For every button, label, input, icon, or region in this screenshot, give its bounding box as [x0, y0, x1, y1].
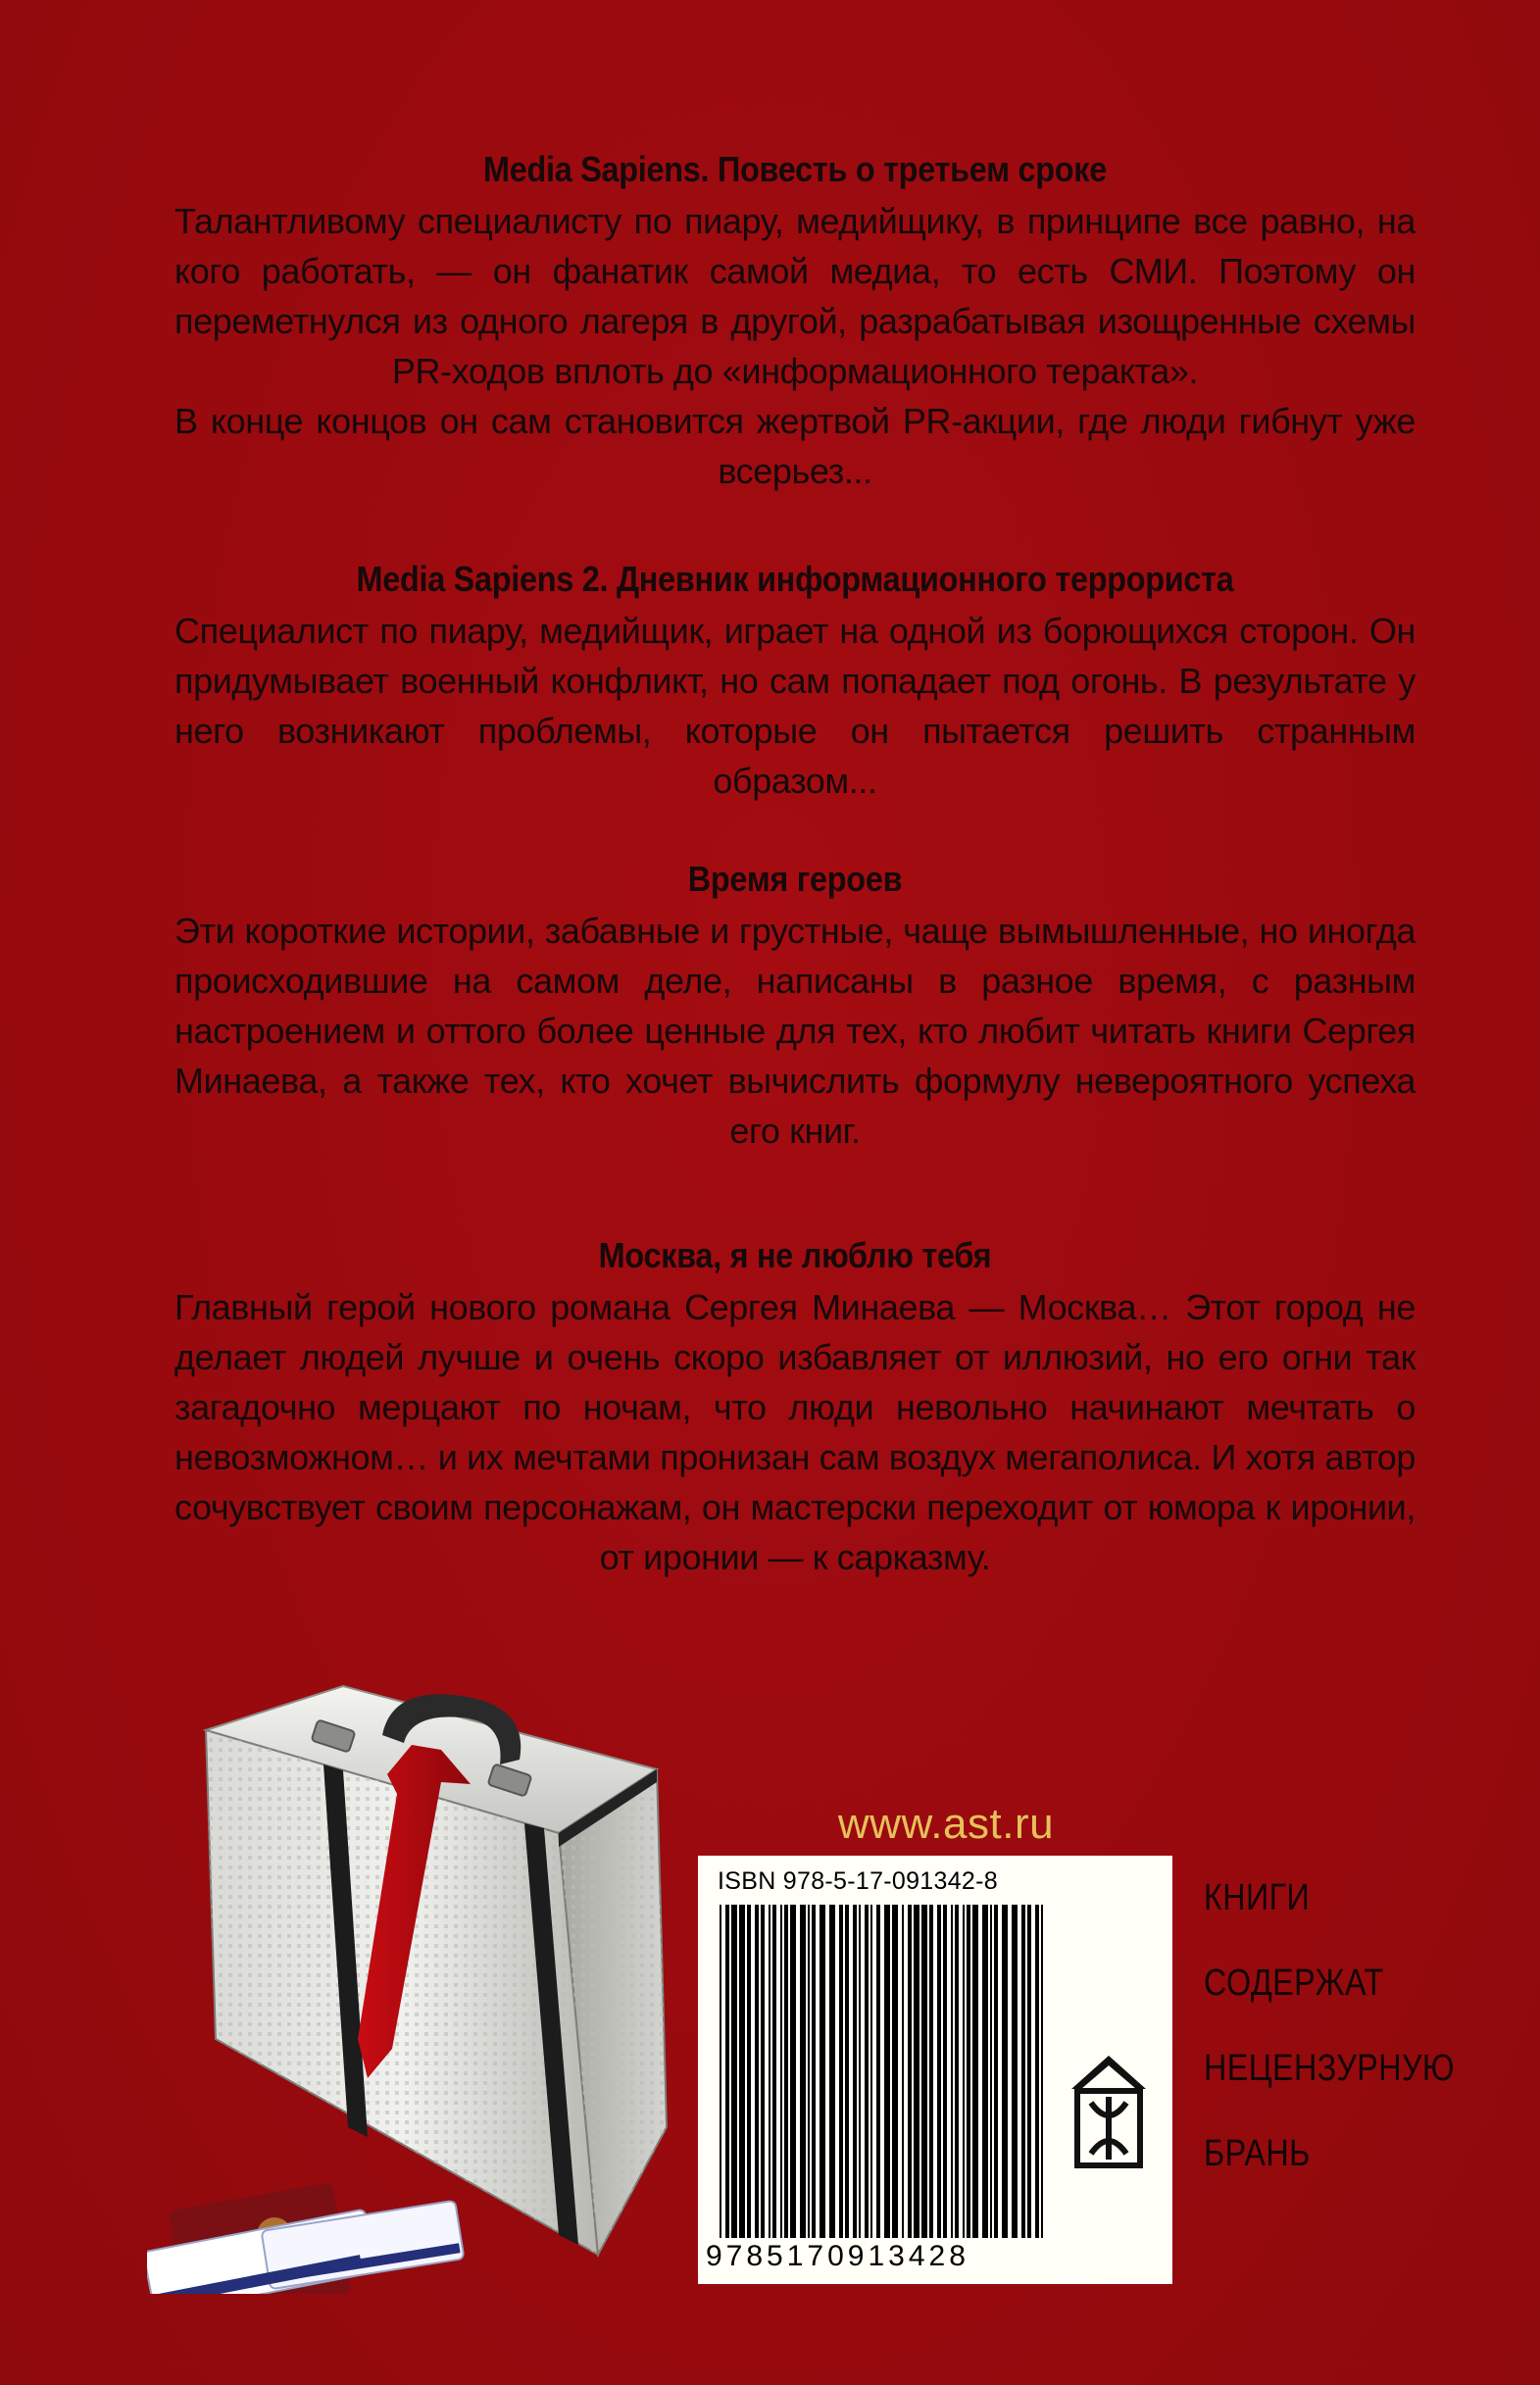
section-paragraph: Эти короткие истории, забавные и грустные, чаще вымышленные, но иногда происходившие на самом деле, написаны в разное время, с разным настроением и оттого более ценные для тех, кто любит читать книги Сергея Минаева, а также тех, кто хочет вычислить формулу невероятного успеха его книг. — [174, 911, 1416, 1151]
section-body — [174, 1282, 1416, 1582]
warning-line: БРАНЬ — [1204, 2133, 1311, 2174]
section-paragraph: Главный герой нового романа Сергея Минаева — Москва… Этот город не делает людей лучше и очень скоро избавляет от иллюзий, но его огни так загадочно мерцают по ночам, что люди невольно начинают мечтать о невозможном… и их мечтами пронизан сам воздух мегаполиса. И хотя автор сочувствует своим персонажам, он мастерски переходит от юмора к иронии, от иронии — к сарказму. — [174, 1287, 1416, 1577]
barcode-number: 9785170913428 — [706, 2240, 969, 2272]
barcode-bar — [747, 1905, 751, 2238]
barcode-bar — [1002, 1905, 1008, 2238]
barcode-bar — [951, 1905, 953, 2238]
isbn-panel — [698, 1856, 1172, 2284]
barcode-bar — [859, 1905, 861, 2238]
barcode-bar — [929, 1905, 933, 2238]
isbn-label: ISBN 978-5-17-091342-8 — [718, 1867, 998, 1895]
barcode-bar — [790, 1905, 796, 2238]
book-section-2 — [174, 559, 1416, 806]
barcode-bar — [1035, 1905, 1039, 2238]
section-body — [174, 606, 1416, 806]
barcode-bar — [943, 1905, 947, 2238]
barcode-bar — [808, 1905, 810, 2238]
barcode-bar — [1012, 1905, 1018, 2238]
barcode-bar — [884, 1905, 890, 2238]
section-title: Media Sapiens 2. Дневник информационного террориста — [356, 559, 1234, 599]
barcode-bar — [902, 1905, 904, 2238]
barcode-bar — [720, 1905, 721, 2238]
warning-line: СОДЕРЖАТ — [1204, 1963, 1384, 2004]
barcode-bar — [921, 1905, 927, 2238]
barcode-bar — [994, 1905, 998, 2238]
section-paragraph: Талантливому специалисту по пиару, медийщику, в принципе все равно, на кого работать, — он фанатик самой медиа, то есть СМИ. Поэтому он переметнулся из одного лагеря в другой, разрабатывая изощренные схемы PR-ходов вплоть до «информационного теракта». — [174, 201, 1416, 391]
section-title: Время героев — [687, 859, 903, 899]
barcode-bar — [780, 1905, 782, 2238]
barcode-bar — [820, 1905, 825, 2238]
barcode-bar — [755, 1905, 759, 2238]
barcode-bar — [845, 1905, 849, 2238]
section-body — [174, 196, 1416, 496]
barcode-bar — [955, 1905, 959, 2238]
barcode-bar — [876, 1905, 880, 2238]
barcode-bar — [853, 1905, 857, 2238]
barcode-bar — [800, 1905, 806, 2238]
barcode-bar — [829, 1905, 835, 2238]
book-section-1 — [174, 149, 1416, 496]
barcode-bar — [812, 1905, 816, 2238]
barcode-bar — [839, 1905, 843, 2238]
book-section-4 — [174, 1235, 1416, 1582]
section-paragraph: В конце концов он сам становится жертвой PR-акции, где люди гибнут уже всерьез... — [174, 401, 1416, 491]
barcode-bar — [892, 1905, 898, 2238]
barcode — [716, 1905, 1049, 2243]
barcode-bar — [761, 1905, 765, 2238]
briefcase-illustration — [147, 1666, 696, 2294]
section-body — [174, 906, 1416, 1156]
barcode-bar — [870, 1905, 872, 2238]
barcode-bar — [972, 1905, 978, 2238]
barcode-bar — [772, 1905, 776, 2238]
profanity-warning — [1204, 1856, 1517, 2197]
barcode-bar — [784, 1905, 788, 2238]
barcode-bar — [769, 1905, 770, 2238]
section-title: Media Sapiens. Повесть о третьем сроке — [482, 149, 1108, 189]
barcode-bar — [1027, 1905, 1031, 2238]
barcode-bar — [731, 1905, 737, 2238]
publisher-website: www.ast.ru — [837, 1800, 1055, 1848]
warning-line: НЕЦЕНЗУРНУЮ — [1204, 2048, 1455, 2089]
barcode-bar — [725, 1905, 729, 2238]
barcode-bar — [982, 1905, 988, 2238]
publisher-logo-icon — [1064, 2052, 1154, 2169]
barcode-bar — [739, 1905, 745, 2238]
barcode-bar — [963, 1905, 965, 2238]
section-paragraph: Специалист по пиару, медийщик, играет на одной из борющихся сторон. Он придумывает военный конфликт, но сам попадает под огонь. В результате у него возникают проблемы, которые он пытается решить странным образом... — [174, 611, 1416, 801]
barcode-bar — [937, 1905, 941, 2238]
barcode-bar — [914, 1905, 919, 2238]
barcode-bar — [1021, 1905, 1025, 2238]
section-title: Москва, я не люблю тебя — [598, 1235, 992, 1275]
barcode-bar — [865, 1905, 869, 2238]
barcode-bar — [990, 1905, 992, 2238]
barcode-bar — [1041, 1905, 1043, 2238]
barcode-bar — [967, 1905, 970, 2238]
barcode-bar — [908, 1905, 912, 2238]
warning-line: КНИГИ — [1204, 1877, 1311, 1918]
book-section-3 — [174, 859, 1416, 1156]
